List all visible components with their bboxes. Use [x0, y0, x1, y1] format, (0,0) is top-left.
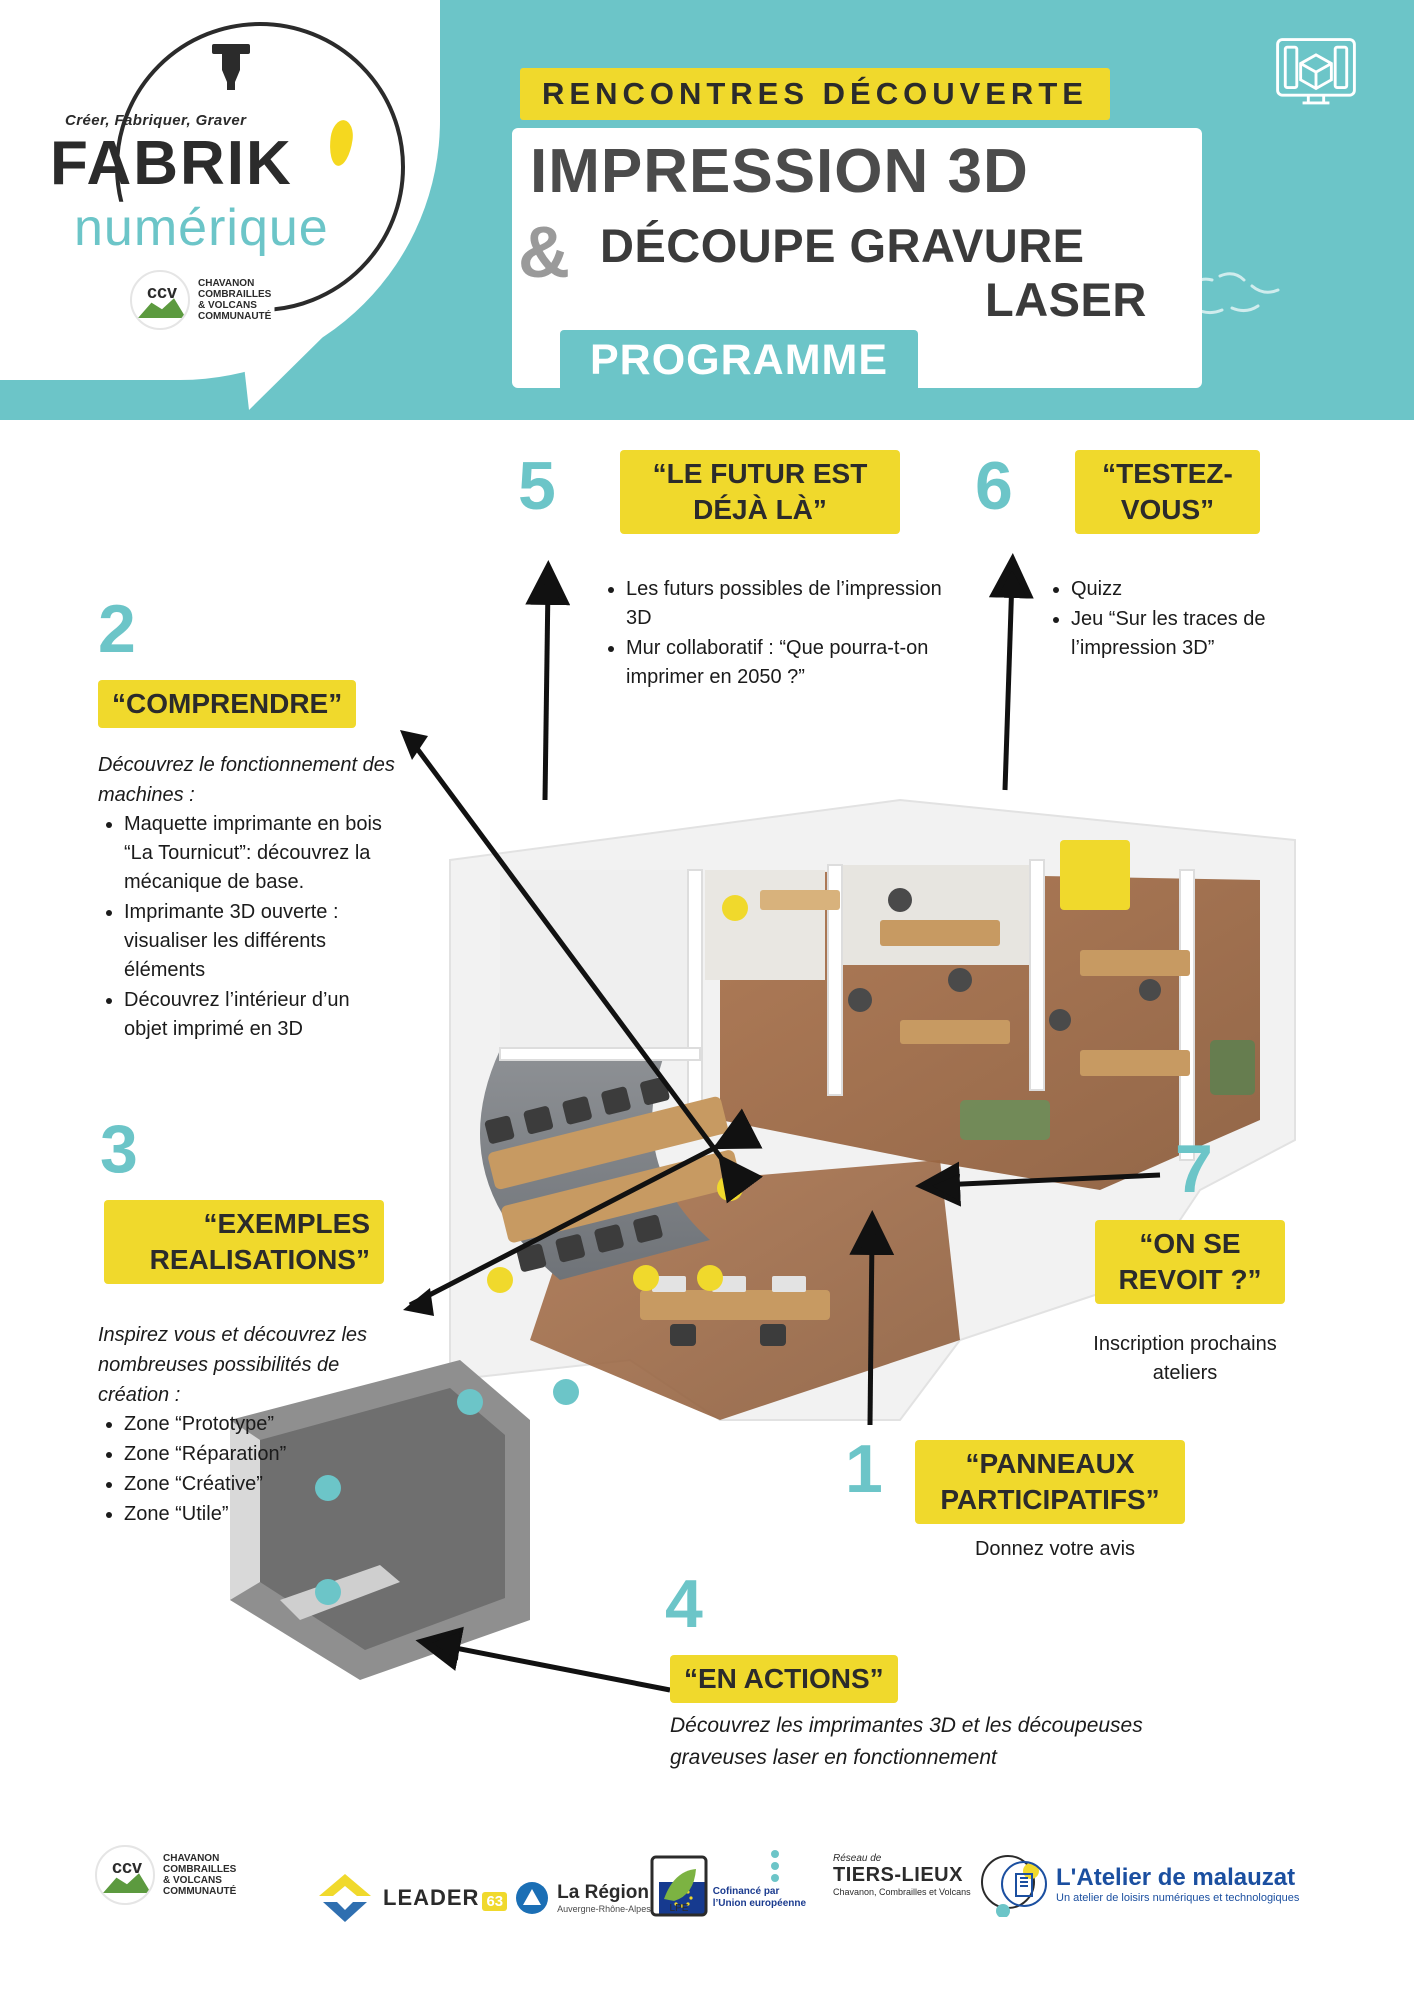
- section-label-4: “EN ACTIONS”: [670, 1655, 898, 1703]
- list-item: • Maquette imprimante en bois “La Tournicut”: découvrez la mécanique de base.: [124, 810, 398, 897]
- ccv-logo-header: [130, 265, 330, 335]
- section-label-1: “PANNEAUX PARTICIPATIFS”: [915, 1440, 1185, 1524]
- section-number-1: 1: [845, 1431, 883, 1507]
- decorative-dashes: [1184, 250, 1304, 320]
- list-item: • Zone “Prototype”: [124, 1410, 408, 1439]
- section-label-5: “LE FUTUR EST DÉJÀ LÀ”: [620, 450, 900, 534]
- leader-triangle-icon: [315, 1870, 375, 1926]
- ccv-circle-icon-footer: [95, 1845, 155, 1905]
- list-item: • Les futurs possibles de l’impression 3D: [626, 575, 950, 633]
- list-item: • Quizz: [1071, 575, 1345, 604]
- list-item: • Imprimante 3D ouverte : visualiser les différents éléments: [124, 898, 398, 985]
- footer-tiers-lieux-logo: [765, 1840, 971, 1910]
- programme-label: PROGRAMME: [590, 336, 889, 384]
- title-line-2: DÉCOUPE GRAVURE: [600, 219, 1085, 272]
- section-number-3: 3: [100, 1111, 138, 1187]
- ccv-mark: ccv: [146, 282, 178, 302]
- section-body-6: [1045, 575, 1345, 664]
- ccv-line-2: COMBRAILLES: [198, 289, 272, 300]
- ccv-line-1: CHAVANON: [163, 1853, 220, 1864]
- tiers-lieux-pre: Réseau de: [833, 1853, 882, 1864]
- atelier-seal-icon: [1000, 1860, 1048, 1908]
- section-body-2: [98, 750, 398, 1045]
- ccv-line-3: & VOLCANS: [198, 300, 257, 311]
- list-item: • Découvrez l’intérieur d’un objet imprimé en 3D: [124, 986, 398, 1044]
- section-intro-2: Découvrez le fonctionnement des machines :: [98, 754, 395, 806]
- section-label-6: “TESTEZ-VOUS”: [1075, 450, 1260, 534]
- section-body-5: [600, 575, 950, 693]
- section-label-7: “ON SE REVOIT ?”: [1095, 1220, 1285, 1304]
- section-label-2: “COMPRENDRE”: [98, 680, 356, 728]
- ccv-name-lines-footer: [163, 1853, 236, 1897]
- logo-name-bottom: numérique: [74, 199, 329, 257]
- ccv-line-2: COMBRAILLES: [163, 1864, 237, 1875]
- ccv-line-3: & VOLCANS: [163, 1875, 222, 1886]
- list-item: • Mur collaboratif : “Que pourra-t-on imprimer en 2050 ?”: [626, 634, 950, 692]
- list-item: • Zone “Utile”: [124, 1500, 408, 1529]
- list-item: • Zone “Créative”: [124, 1470, 408, 1499]
- atelier-name: L'Atelier de malauzat: [1056, 1864, 1296, 1891]
- footer-atelier-logo: [1000, 1860, 1299, 1908]
- section-body-4: [670, 1710, 1240, 1774]
- footer-ccv-logo: [95, 1845, 236, 1905]
- section-number-7: 7: [1175, 1131, 1213, 1207]
- title-line-3: LASER: [985, 273, 1147, 326]
- logo-tagline: Créer, Fabriquer, Graver: [65, 112, 247, 129]
- ccv-line-4: COMMUNAUTÉ: [198, 311, 272, 322]
- footer-leader-logo: [315, 1870, 806, 1926]
- region-logo-icon: [515, 1881, 549, 1915]
- title-line-1: IMPRESSION 3D: [530, 137, 1029, 206]
- section-number-5: 5: [518, 448, 556, 524]
- region-name: La Région: [557, 1882, 649, 1903]
- ccv-circle-icon: [130, 270, 190, 330]
- section-body-7: [1060, 1330, 1310, 1388]
- ccv-line-1: CHAVANON: [198, 278, 255, 289]
- programme-banner: [560, 330, 918, 395]
- 3d-print-screen-icon: [1268, 28, 1364, 124]
- section-caption-4: Découvrez les imprimantes 3D et les découpeuses graveuses laser en fonctionnement: [670, 1714, 1143, 1769]
- ccv-mark-footer: ccv: [111, 1857, 143, 1877]
- section-body-3: [98, 1320, 408, 1530]
- section-number-4: 4: [665, 1566, 703, 1642]
- kicker-banner: RENCONTRES DÉCOUVERTE: [520, 68, 1110, 120]
- atelier-sub: Un atelier de loisirs numériques et technologiques: [1056, 1892, 1300, 1904]
- list-item: • Zone “Réparation”: [124, 1440, 408, 1469]
- section-number-6: 6: [975, 448, 1013, 524]
- section-number-2: 2: [98, 591, 136, 667]
- leader-number: 63: [482, 1892, 507, 1911]
- footer-lpe-logo: [650, 1855, 708, 1917]
- tiers-lieux-name: TIERS-LIEUX: [833, 1864, 963, 1886]
- lpe-leaf-icon: [650, 1855, 708, 1917]
- lpe-name: LPE: [669, 1903, 689, 1914]
- tiers-lieux-sub: Chavanon, Combrailles et Volcans: [833, 1887, 971, 1897]
- section-caption-1: Donnez votre avis: [974, 1538, 1136, 1560]
- eu-line-1: Cofinancé par: [712, 1886, 780, 1897]
- section-caption-7: Inscription prochains ateliers: [1093, 1333, 1277, 1384]
- ccv-line-4: COMMUNAUTÉ: [163, 1886, 237, 1897]
- section-label-3: “EXEMPLES REALISATIONS”: [104, 1200, 384, 1284]
- section-intro-3: Inspirez vous et découvrez les nombreuses possibilités de création :: [98, 1324, 368, 1406]
- logo-name-top: FABRIK: [50, 129, 293, 198]
- section-body-1: [940, 1535, 1170, 1564]
- tiers-lieux-dots-icon: [765, 1840, 825, 1910]
- eu-line-2: l’Union européenne: [712, 1898, 807, 1909]
- ccv-name-lines: [198, 278, 271, 322]
- printer-nozzle-icon: [208, 42, 254, 94]
- leader-name: LEADER: [383, 1885, 480, 1910]
- title-ampersand: &: [518, 213, 570, 293]
- region-sub: Auvergne-Rhône-Alpes: [557, 1904, 651, 1914]
- list-item: • Jeu “Sur les traces de l’impression 3D”: [1071, 605, 1345, 663]
